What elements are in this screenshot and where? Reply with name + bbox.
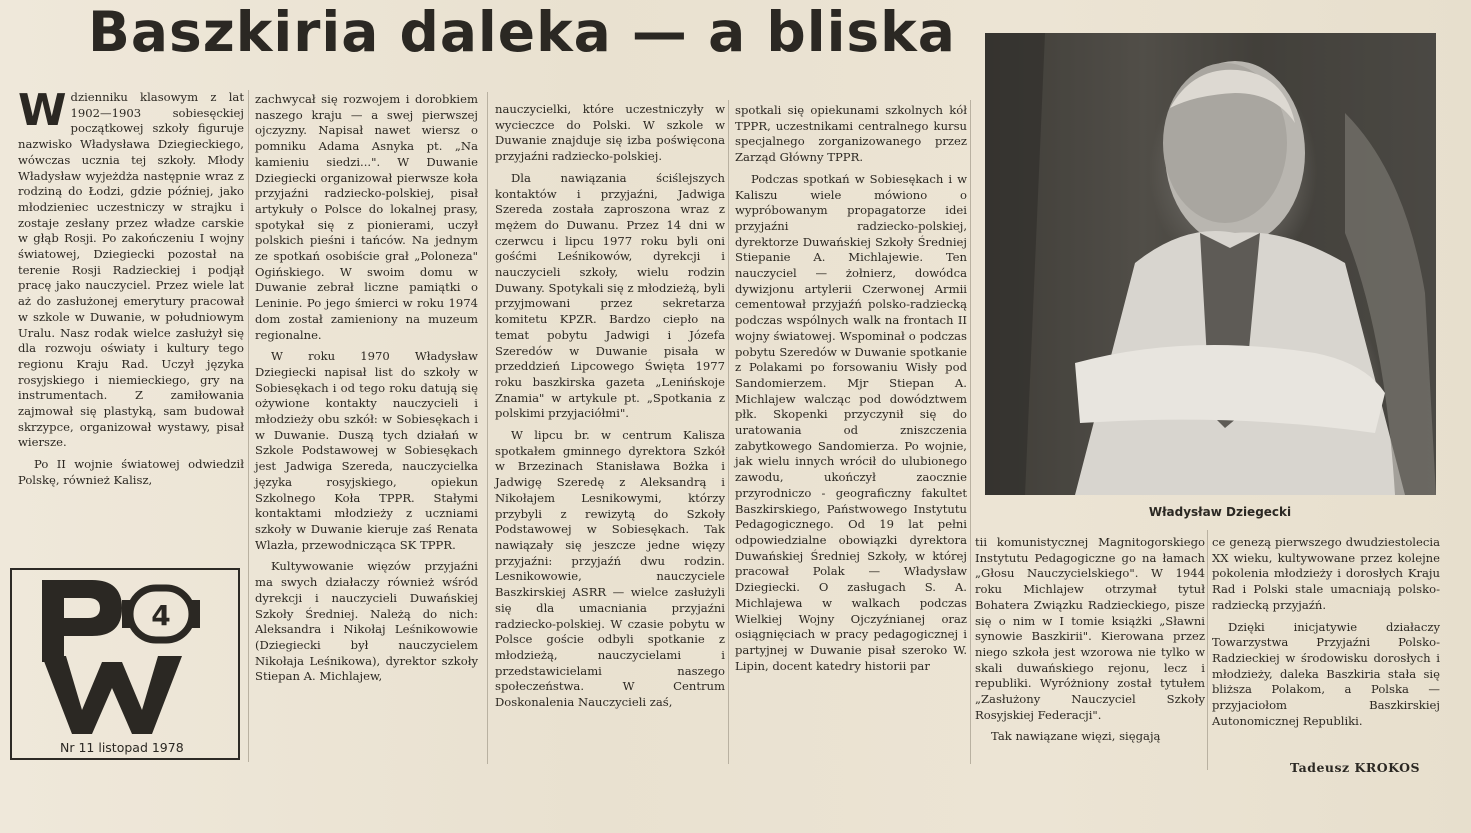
col2-paragraph-2: W roku 1970 Władysław Dziegiecki napisał list do szkoły w Sobiesękach i od tego roku datują się ożywione kontakty nauczycieli i młodzieży obu szkół: w Sobiesękach i w Duwanie. Duszą tych działań w Szkole Podstawowej w Sobiesękach jest Jadwiga Szereda, nauczycielka języka rosyjskiego, opiekun Szkolnego Koła TPPR. Stałymi kontaktami młodzieży z uczniami szkoły w Duwanie kieruje zaś Renata Wlazła, przewodnicząca SK TPPR. <box>255 349 478 552</box>
article-column-3 <box>495 102 725 711</box>
col6-paragraph-1: ce genezą pierwszego dwudziestolecia XX wieku, kultywowane przez kolejne pokolenia młodzieży i dorosłych Kraju Rad i Polski stale umacniają polsko-radziecką przyjaźń. <box>1212 535 1440 612</box>
drop-cap: W <box>18 85 67 136</box>
col2-paragraph-1: zachwycał się rozwojem i dorobkiem naszego kraju — a swej pierwszej ojczyzny. Napisał nawet wiersz o pomniku Adama Asnyka pt. „Na kamieniu siedzi...". W Duwanie Dziegiecki organizował pierwsze koła przyjaźni radziecko-polskiej, pisał artykuły o Polsce do lokalnej prasy, spotykał się z pionierami, uczył polskich pieśni i tańców. Na jednym ze spotkań osobiście grał „Poloneza" Ogińskiego. W swoim domu w Duwanie zebrał liczne pamiątki o Leninie. Po jego śmierci w roku 1974 dom został zamieniony na muzeum regionalne. <box>255 92 478 342</box>
pw-logo-icon <box>12 570 238 758</box>
col6-paragraph-2: Dzięki inicjatywie działaczy Towarzystwa Przyjaźni Polsko-Radzieckiej w środowisku dorosłych i młodzieży, daleka Baszkiria stała się bliższa Polakom, a Polska — przyjaciołom Baszkirskiej Autonomicznej Republiki. <box>1212 619 1440 728</box>
col1-paragraph-1: dzienniku klasowym z lat 1902—1903 sobiesęckiej początkowej szkoły figuruje nazwisko Władysława Dziegieckiego, wówczas ucznia tej szkoły. Młody Władysław wyjeżdża następnie wraz z rodziną do Łodzi, gdzie później, jako młodzieniec uczestniczy w strajku i zostaje zesłany przez władze carskie w głąb Rosji. Po zakończeniu I wojny światowej, Dziegiecki pozostał na terenie Rosji Radzieckiej i podjął pracę jako nauczyciel. Przez wiele lat aż do zasłużonej emerytury pracował w szkole w Duwanie, w południowym Uralu. Nasz rodak wielce zasłużył się dla rozwoju oświaty i kultury tego regionu Kraju Rad. Uczył języka rosyjskiego i niemieckiego, gry na instrumentach. Z zamiłowania zajmował się plastyką, sam budował skrzypce, organizował wystawy, pisał wiersze. <box>18 90 244 450</box>
article-column-4 <box>735 103 967 674</box>
column-divider <box>248 90 249 762</box>
col3-paragraph-1: nauczycielki, które uczestniczyły w wycieczce do Polski. W szkole w Duwanie znajduje się izba poświęcona przyjaźni radziecko-polskiej. <box>495 102 725 164</box>
column-divider <box>728 100 729 764</box>
newspaper-logo <box>10 568 240 760</box>
logo-number: 4 <box>151 599 171 632</box>
col5-paragraph-1: tii komunistycznej Magnitogorskiego Instytutu Pedagogiczne go na łamach „Głosu Nauczycielskiego". W 1944 roku Michlajew otrzymał tytuł Bohatera Związku Radzieckiego, pisze się o nim w I tomie książki „Sławni synowie Baszkirii". Kierowana przez niego szkoła jest wzorowa nie tylko w skali duwańskiego rejonu, lecz i republiki. Wyróżniony został tytułem „Zasłużony Nauczyciel Szkoły Rosyjskiej Federacji". <box>975 535 1205 722</box>
col1-paragraph-2: Po II wojnie światowej odwiedził Polskę, również Kalisz, <box>18 457 244 487</box>
column-divider <box>970 100 971 764</box>
portrait-illustration <box>985 33 1436 495</box>
article-column-6 <box>1212 535 1440 729</box>
portrait-photo <box>985 33 1436 495</box>
col3-paragraph-2: Dla nawiązania ściślejszych kontaktów i przyjaźni, Jadwiga Szereda została zaproszona wraz z mężem do Duwanu. Przez 14 dni w czerwcu i lipcu 1977 roku byli oni gośćmi Leśnikowów, dyrekcji i nauczycieli szkoły, wielu rodzin Duwany. Spotykali się z młodzieżą, byli przyjmowani przez sekretarza komitetu KPZR. Bardzo ciepło na temat pobytu Jadwigi i Józefa Szeredów w Duwanie pisała w przeddzień Lipcowego Święta 1977 roku baszkirska gazeta „Lenińskoje Znamia" w artykule pt. „Spotkania z polskimi przyjaciółmi". <box>495 170 725 421</box>
col4-paragraph-2: Podczas spotkań w Sobiesękach i w Kaliszu wiele mówiono o wypróbowanym propagatorze idei przyjaźni radziecko-polskiej, dyrektorze Duwańskiej Szkoły Średniej Stiepanie A. Michlajewie. Ten nauczyciel — żołnierz, dowódca dywizjonu artylerii Czerwonej Armii cementował przyjaźń polsko-radziecką podczas wspólnych walk na frontach II wojny światowej. Wspominał o podczas pobytu Szeredów w Duwanie spotkanie z Polakami po forsowaniu Wisły pod Sandomierzem. Mjr Stiepan A. Michlajew walcząc pod dowództwem płk. Skopenki przyczynił się do uratowania od zniszczenia zabytkowego Sandomierza. Po wojnie, jak wielu innych wrócił do ulubionego zawodu, ukończył zaocznie przyrodniczo - geograficzny fakultet Baszkirskiego, Państwowego Instytutu Pedagogicznego. Od 19 lat pełni odpowiedzialne obowiązki dyrektora Duwańskiej Średniej Szkoły, w której pracował Polak — Władysław Dziegiecki. O zasługach S. A. Michlajewa w walkach podczas Wielkiej Wojny Ojczyźnianej oraz osiągnięciach w pracy pedagogicznej i partyjnej w Duwanie pisał szeroko W. Lipin, docent katedry historii par <box>735 171 967 673</box>
photo-caption: Władysław Dziegecki <box>1148 505 1292 519</box>
col5-paragraph-2: Tak nawiązane więzi, sięgają <box>991 729 1161 744</box>
column-divider <box>487 92 488 764</box>
issue-date: Nr 11 listopad 1978 <box>60 740 184 755</box>
article-column-1 <box>18 85 244 489</box>
col3-paragraph-3: W lipcu br. w centrum Kalisza spotkałem gminnego dyrektora Szkół w Brzezinach Stanisława Bożka i Jadwigę Szeredę z Aleksandrą i Nikołajem Lesnikowymi, którzy przybyli z rewizytą do Szkoły Podstawowej w Sobiesękach. Tak nawiązały się jeszcze jedne więzy przyjaźni: przyjaźń dwu rodzin. Lesnikowowie, nauczyciele Baszkirskiej ASRR — wielce zasłużyli się dla umacniania przyjaźni radziecko-polskiej. W czasie pobytu w Polsce goście odbyli spotkanie z młodzieżą, nauczycielami i przedstawicielami naszego społeczeństwa. W Centrum Doskonalenia Nauczycieli zaś, <box>495 428 725 710</box>
article-column-2 <box>255 92 478 685</box>
article-column-5 <box>975 535 1205 745</box>
col2-paragraph-3: Kultywowanie więzów przyjaźni ma swych działaczy również wśród dyrekcji i nauczycieli Duwańskiej Szkoły Średniej. Należą do nich: Aleksandra i Nikołaj Leśnikowowie (Dziegiecki był nauczycielem Nikołaja Leśnikowa), dyrektor szkoły Stiepan A. Michlajew, <box>255 559 478 684</box>
column-divider <box>1207 530 1208 770</box>
headline: Baszkiria daleka — a bliska <box>88 0 956 64</box>
col4-paragraph-1: spotkali się opiekunami szkolnych kół TPPR, uczestnikami centralnego kursu specjalnego zorganizowanego przez Zarząd Główny TPPR. <box>735 103 967 165</box>
author-byline: Tadeusz KROKOS <box>1290 760 1421 775</box>
